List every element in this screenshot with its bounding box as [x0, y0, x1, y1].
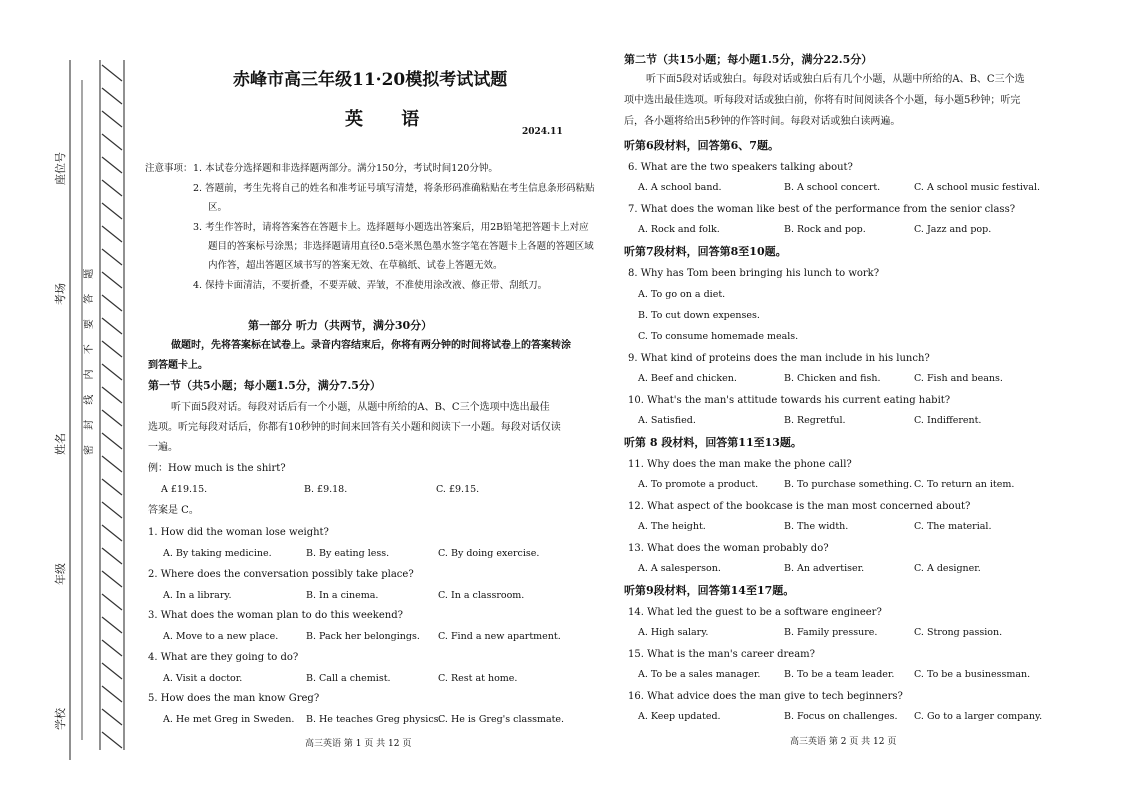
part1-instr-1: 做题时，先将答案标在试卷上。录音内容结束后，你将有两分钟的时间将试卷上的答案转涂 [171, 340, 571, 351]
option-a: A. Rock and folk. [638, 224, 720, 235]
seat-label: 座位号 [54, 152, 67, 185]
option-b: B. Chicken and fish. [784, 373, 881, 384]
option-a: A. Move to a new place. [163, 631, 279, 642]
option-a: A. To promote a product. [638, 479, 759, 490]
school-label: 学校 [54, 708, 67, 730]
question-text: 8. Why has Tom been bringing his lunch to work? [628, 268, 880, 279]
note-3: 3. 考生作答时，请将答案答在答题卡上。选择题每小题选出答案后，用2B铅笔把答题卡上对应 [193, 222, 589, 233]
option-c: C. To be a businessman. [914, 669, 1031, 680]
option-a: A. Keep updated. [638, 711, 721, 722]
zigzag-decoration [102, 65, 122, 748]
grade-label: 年级 [54, 563, 67, 585]
section1-instr-2: 选项。听完每段对话后，你都有10秒钟的时间来回答有关小题和阅读下一小题。每段对话仅读 [148, 422, 561, 433]
note-3-cont-1: 题目的答案标号涂黑；非选择题请用直径0.5毫米黑色墨水签字笔在答题卡上各题的答题区域 [208, 241, 594, 252]
option-a: A. He met Greg in Sweden. [163, 714, 295, 725]
option-a: A. A salesperson. [638, 563, 721, 574]
option-b: B. Rock and pop. [784, 224, 866, 235]
option-c: C. The material. [914, 521, 992, 532]
option-a: A. The height. [638, 521, 706, 532]
option-c: C. Go to a larger company. [914, 711, 1043, 722]
question-text: 7. What does the woman like best of the performance from the senior class? [628, 204, 1016, 215]
option-a: A. Satisfied. [638, 415, 696, 426]
question-text: 16. What advice does the man give to tech beginners? [628, 691, 903, 702]
page-2-footer: 高三英语 第 2 页 共 12 页 [790, 737, 897, 747]
option-b: B. He teaches Greg physics. [306, 714, 442, 725]
part1-instr-2: 到答题卡上。 [148, 360, 208, 371]
question-text: 15. What is the man's career dream? [628, 649, 816, 660]
section1-instr-3: 一遍。 [148, 442, 178, 453]
option-a: A. Beef and chicken. [638, 373, 737, 384]
option-c: C. Find a new apartment. [438, 631, 561, 642]
example-answer: 答案是 C。 [148, 505, 199, 516]
example-option-c: C. £9.15. [436, 484, 480, 495]
binding-margin [0, 0, 135, 794]
option-c: C. Fish and beans. [914, 373, 1003, 384]
group-heading: 听第 8 段材料，回答第11至13题。 [624, 436, 802, 449]
page-1-footer: 高三英语 第 1 页 共 12 页 [305, 739, 412, 749]
option-c: C. To consume homemade meals. [638, 331, 799, 342]
example-option-b: B. £9.18. [304, 484, 348, 495]
option-c: C. Indifferent. [914, 415, 982, 426]
option-b: B. The width. [784, 521, 849, 532]
note-3-cont-2: 内作答，超出答题区域书写的答案无效、在草稿纸、试卷上答题无效。 [208, 260, 503, 271]
notes-label: 注意事项： [145, 163, 193, 174]
question-text: 13. What does the woman probably do? [628, 543, 829, 554]
option-b: B. Regretful. [784, 415, 846, 426]
section2-instr-1: 听下面5段对话或独白。每段对话或独白后有几个小题，从题中所给的A、B、C三个选 [646, 74, 1025, 85]
option-a: A. A school band. [638, 182, 722, 193]
example-question: 例：How much is the shirt? [148, 463, 286, 474]
section1-instr-1: 听下面5段对话。每段对话后有一个小题，从题中所给的A、B、C三个选项中选出最佳 [171, 402, 550, 413]
option-c: C. A designer. [914, 563, 981, 574]
option-c: C. By doing exercise. [438, 548, 540, 559]
option-c: C. Strong passion. [914, 627, 1003, 638]
page-1 [145, 0, 595, 794]
option-b: B. Family pressure. [784, 627, 878, 638]
option-b: B. Focus on challenges. [784, 711, 898, 722]
option-a: A. High salary. [638, 627, 709, 638]
question-text: 6. What are the two speakers talking about? [628, 162, 853, 173]
option-b: B. To cut down expenses. [638, 310, 760, 321]
section2-instr-3: 后，各小题将给出5秒钟的作答时间。每段对话或独白读两遍。 [624, 116, 901, 127]
option-c: C. In a classroom. [438, 589, 525, 601]
section2-instr-2: 项中选出最佳选项。听每段对话或独白前，你将有时间阅读各个小题，每小题5秒钟；听完 [624, 95, 1021, 106]
option-a: A. In a library. [163, 589, 232, 601]
question-text: 9. What kind of proteins does the man include in his lunch? [628, 353, 930, 364]
question-text: 4. What are they going to do? [148, 651, 299, 663]
exam-title: 赤峰市高三年级11·20模拟考试试题 [233, 70, 508, 90]
section2-heading: 第二节（共15小题；每小题1.5分，满分22.5分） [624, 53, 873, 66]
example-option-a: A £19.15. [161, 484, 208, 495]
option-c: C. To return an item. [914, 479, 1015, 490]
option-b: B. Pack her belongings. [306, 631, 420, 642]
question-text: 3. What does the woman plan to do this weekend? [148, 610, 403, 621]
option-c: C. Rest at home. [438, 672, 518, 684]
section1-heading: 第一节（共5小题；每小题1.5分，满分7.5分） [148, 379, 381, 392]
option-c: C. He is Greg's classmate. [438, 714, 565, 725]
group-heading: 听第9段材料，回答第14至17题。 [624, 584, 795, 597]
option-b: B. Call a chemist. [306, 672, 391, 684]
option-a: A. To be a sales manager. [638, 669, 761, 680]
name-label: 姓名 [54, 433, 67, 455]
part1-heading: 第一部分 听力（共两节，满分30分） [248, 319, 433, 332]
note-2: 2. 答题前，考生先将自己的姓名和准考证号填写清楚，将条形码准确粘贴在考生信息条形码粘贴 [193, 183, 595, 194]
option-a: A. To go on a diet. [638, 289, 726, 300]
option-b: B. In a cinema. [306, 589, 379, 601]
page-2 [618, 0, 1078, 794]
group-heading: 听第6段材料，回答第6、7题。 [624, 139, 779, 152]
option-b: B. An advertiser. [784, 563, 865, 574]
option-b: B. By eating less. [306, 548, 390, 559]
question-text: 5. How does the man know Greg? [148, 693, 320, 704]
group-heading: 听第7段材料，回答第8至10题。 [624, 245, 787, 258]
binding-lines [0, 0, 135, 794]
option-c: C. A school music festival. [914, 182, 1041, 193]
question-text: 14. What led the guest to be a software engineer? [628, 607, 882, 618]
option-b: B. A school concert. [784, 182, 881, 193]
option-c: C. Jazz and pop. [914, 224, 992, 235]
seal-line-text: 密 封 线 内 不 要 答 题 [84, 262, 95, 455]
question-text: 11. Why does the man make the phone call? [628, 459, 852, 470]
question-text: 1. How did the woman lose weight? [148, 527, 329, 538]
question-text: 2. Where does the conversation possibly take place? [148, 568, 414, 580]
question-text: 10. What's the man's attitude towards his current eating habit? [628, 395, 951, 406]
exam-room-label: 考场 [54, 283, 67, 305]
option-a: A. By taking medicine. [163, 548, 272, 559]
note-1: 1. 本试卷分选择题和非选择题两部分。满分150分，考试时间120分钟。 [193, 163, 498, 174]
subject-title: 英 语 [345, 109, 436, 130]
note-4: 4. 保持卡面清洁，不要折叠，不要弄破、弄皱，不准使用涂改液、修正带、刮纸刀。 [193, 280, 548, 291]
option-b: B. To be a team leader. [784, 669, 895, 680]
question-text: 12. What aspect of the bookcase is the man most concerned about? [628, 501, 971, 512]
exam-date: 2024.11 [522, 127, 563, 137]
option-a: A. Visit a doctor. [163, 672, 243, 684]
option-b: B. To purchase something. [784, 479, 913, 490]
note-2-cont: 区。 [208, 202, 228, 213]
